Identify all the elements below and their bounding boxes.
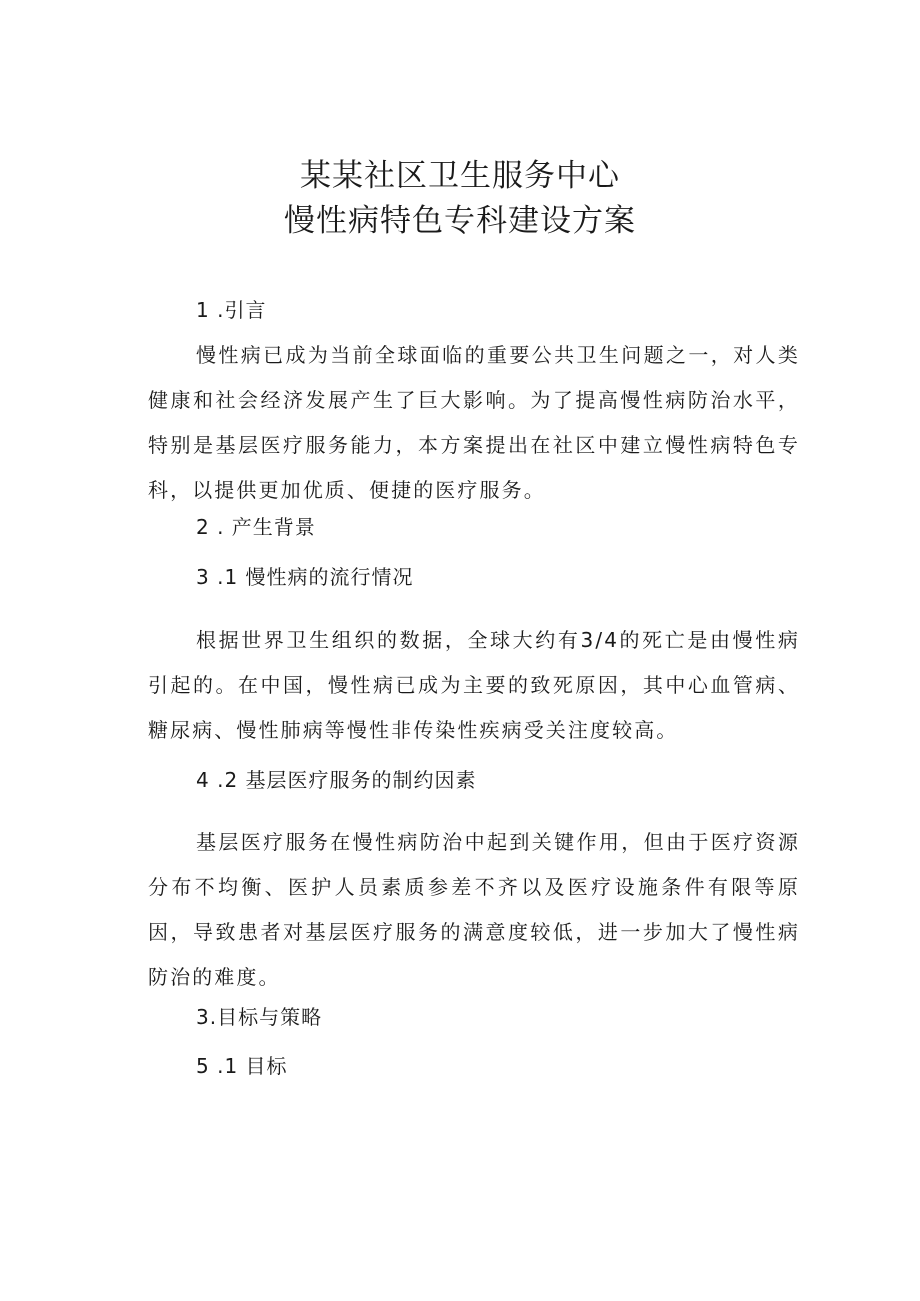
section-heading-background: 2 . 产生背景 — [196, 515, 316, 539]
paragraph-constraints: 基层医疗服务在慢性病防治中起到关键作用，但由于医疗资源分布不均衡、医护人员素质参差不齐以及医疗设施条件有限等原因，导致患者对基层医疗服务的满意度较低，进一步加大了慢性病防治的难度。 — [148, 830, 800, 989]
subsection-heading-constraints: 4 .2 基层医疗服务的制约因素 — [196, 768, 477, 792]
document-title-line1: 某某社区卫生服务中心 — [300, 158, 620, 194]
document-title-line2: 慢性病特色专科建设方案 — [284, 203, 636, 239]
subsection-heading-prevalence: 3 .1 慢性病的流行情况 — [196, 565, 414, 589]
subsection-heading-goal: 5 .1 目标 — [196, 1054, 288, 1078]
paragraph-intro: 慢性病已成为当前全球面临的重要公共卫生问题之一，对人类健康和社会经济发展产生了巨大影响。为了提高慢性病防治水平，特别是基层医疗服务能力，本方案提出在社区中建立慢性病特色专科，以提供更加优质、便捷的医疗服务。 — [148, 343, 800, 502]
section-heading-intro: 1 .引言 — [196, 298, 267, 322]
paragraph-prevalence: 根据世界卫生组织的数据，全球大约有3/4的死亡是由慢性病引起的。在中国，慢性病已成为主要的致死原因，其中心血管病、糖尿病、慢性肺病等慢性非传染性疾病受关注度较高。 — [148, 628, 800, 742]
section-heading-goals: 3.目标与策略 — [196, 1005, 323, 1029]
